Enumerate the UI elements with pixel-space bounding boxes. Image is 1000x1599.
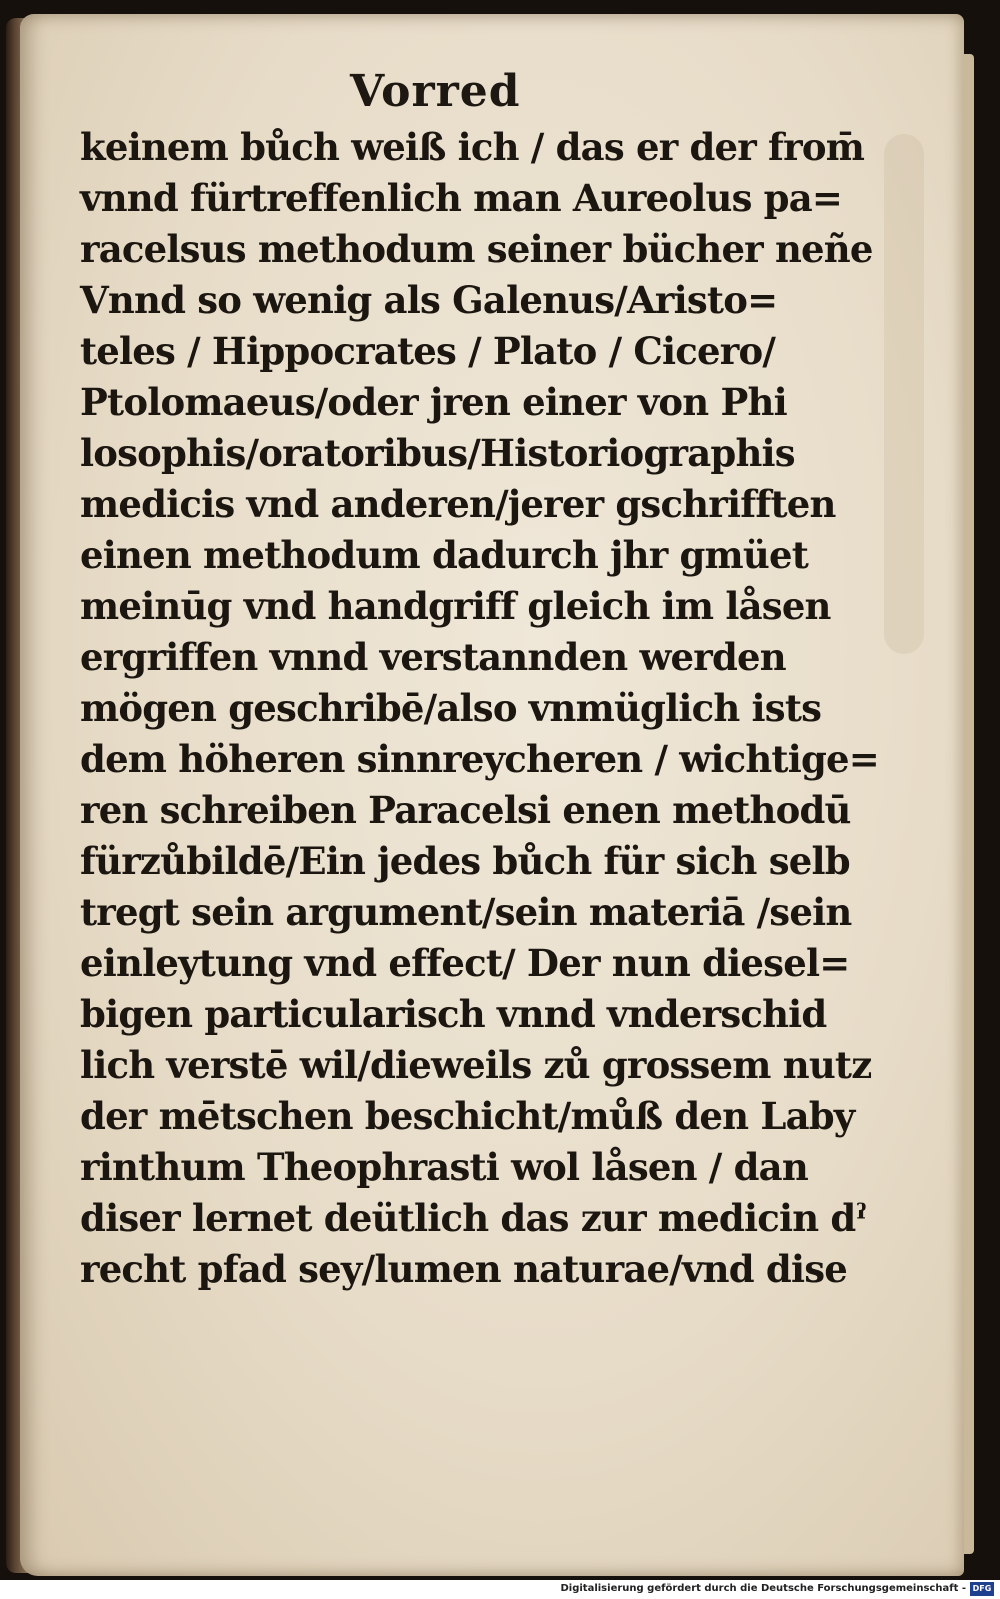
text-line: rinthum Theophrasti wol låsen / dan — [80, 1145, 808, 1189]
text-line: einen methodum dadurch jhr gmüet — [80, 533, 809, 577]
text-line: dem höheren sinnreycheren / wichtige= — [80, 737, 879, 781]
text-line: tregt sein argument/sein materiā /sein — [80, 890, 852, 934]
text-line: der mētschen beschicht/můß den Laby — [80, 1094, 855, 1138]
text-line: recht pfad sey/lumen naturae/vnd dise — [80, 1247, 848, 1291]
text-line: losophis/oratoribus/Historiographis — [80, 431, 795, 475]
text-line: teles / Hippocrates / Plato / Cicero/ — [80, 329, 776, 373]
text-line: einleytung vnd effect/ Der nun diesel= — [80, 941, 850, 985]
paper-stain — [884, 134, 924, 654]
text-line: lich verstē wil/dieweils zů grossem nutz — [80, 1043, 872, 1087]
running-header: Vorred — [350, 66, 521, 117]
digitization-credit: Digitalisierung gefördert durch die Deutsche Forschungsgemeinschaft - — [560, 1583, 966, 1594]
text-line: medicis vnd anderen/jerer gschrifften — [80, 482, 836, 526]
text-line: bigen particularisch vnnd vnderschid — [80, 992, 827, 1036]
text-line: vnnd fürtreffenlich man Aureolus pa= — [80, 176, 843, 220]
text-line: Vnnd so wenig als Galenus/Aristo= — [80, 278, 778, 322]
text-line: keinem bůch weiß ich / das er der from̄ — [80, 125, 865, 169]
book-page — [20, 14, 964, 1576]
text-line: mögen geschribē/also vnmüglich ists — [80, 686, 822, 730]
text-line: fürzůbildē/Ein jedes bůch für sich selb — [80, 839, 850, 883]
text-line: ergriffen vnnd verstannden werden — [80, 635, 786, 679]
text-line: meinūg vnd handgriff gleich im låsen — [80, 584, 831, 628]
text-line: diser lernet deütlich das zur medicin dˀ — [80, 1196, 867, 1240]
text-line: racelsus methodum seiner bücher neñe — [80, 227, 873, 271]
body-text — [80, 122, 879, 1295]
text-line: Ptolomaeus/oder jren einer von Phi — [80, 380, 787, 424]
footer-bar — [0, 1580, 1000, 1599]
dfg-logo: DFG — [970, 1582, 994, 1596]
text-line: ren schreiben Paracelsi enen methodū — [80, 788, 851, 832]
page-edge — [964, 54, 974, 1554]
